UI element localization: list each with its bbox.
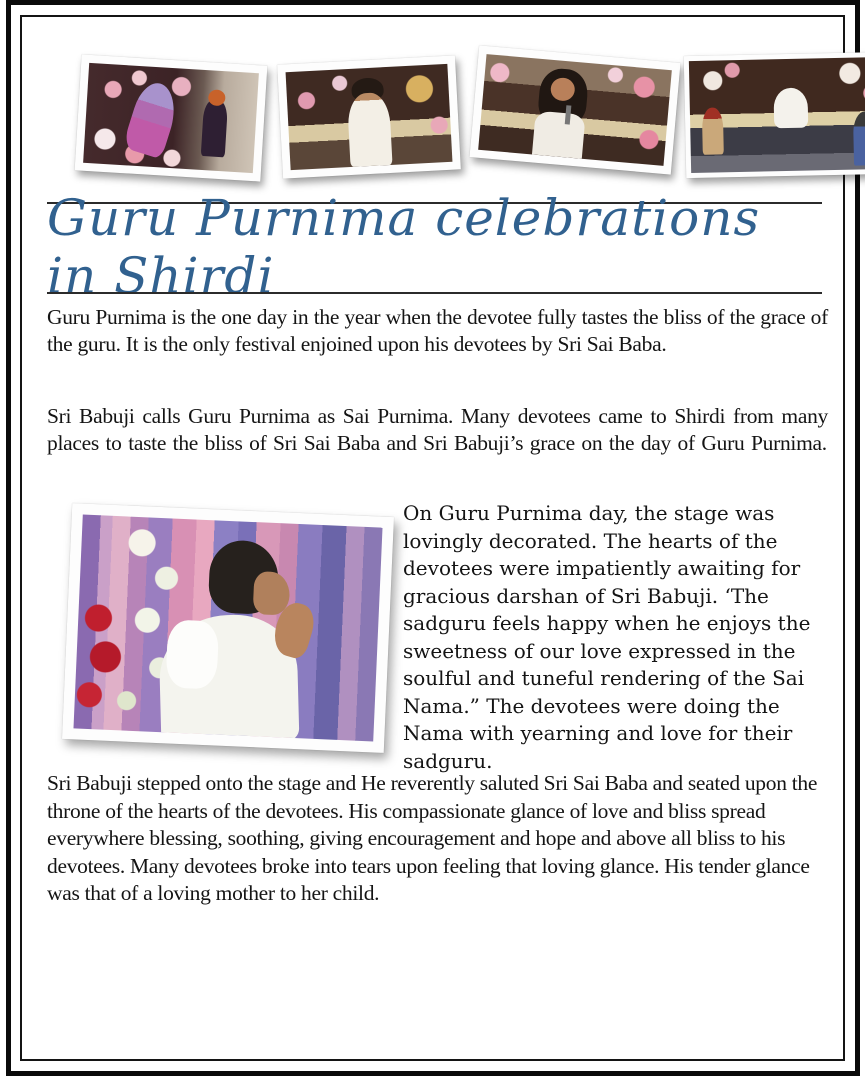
boy-figure [201,100,228,157]
photo-singing-image [478,54,672,166]
photo-offering-image [83,63,259,173]
photo-girl-singing [470,45,681,174]
photo-girl-folded-hands [277,55,461,178]
photo-offering-on-stage [75,54,268,181]
girl-white-dress-figure [347,92,393,167]
photo-stage-image [689,57,865,173]
paragraph-intro: Guru Purnima is the one day in the year when the devotee fully tastes the bliss of the grace of the guru. It is the only festival enjoined upon his devotees by Sri Sai Baba. [47,305,828,356]
devotees-right-figure [853,111,865,165]
photo-stage-sai-baba [684,52,865,178]
photo-namaste-image [73,515,382,742]
photo-girl-image [286,64,453,170]
shoulder-towel [165,619,219,690]
paragraph-sai-purnima: Sri Babuji calls Guru Purnima as Sai Purnima. Many devotees came to Shirdi from many places to taste the bliss of Sri Sai Baba and Sri Babuji’s grace on the day of Guru Purnima. [47,404,828,455]
devotee-left-figure [702,107,725,154]
photo-text-wrap-section [47,500,828,775]
paragraph-compassionate-glance: Sri Babuji stepped onto the stage and He reverently saluted Sri Sai Baba and seated upon the throne of the hearts of the devotees. His compassionate glance of love and bliss spread everywhere blessing, soothing, giving encouragement and hope and above all bliss to his devotees. Many devotees broke into tears upon feeling that loving glance. His tender glance was that of a loving mother to her child. [47,771,818,905]
page-title: Guru Purnima celebrations in Shirdi [47,189,761,305]
woman-in-sari-figure [122,78,183,159]
paragraph-stage-decorated: On Guru Purnima day, the stage was lovingly decorated. The hearts of the devotees were impatiently awaiting for gracious darshan of Sri Babuji. ‘The sadguru feels happy when he enjoys the sweetness of our love expressed in the soulful and tuneful rendering of the Sai Nama.” The devotees were doing the Nama with yearning and love for their sadguru. [403,501,811,773]
singer-dress [532,110,586,158]
headline-rule-bottom [47,292,822,294]
photo-namaste-prayer [62,503,394,753]
sai-baba-figure [774,88,808,129]
